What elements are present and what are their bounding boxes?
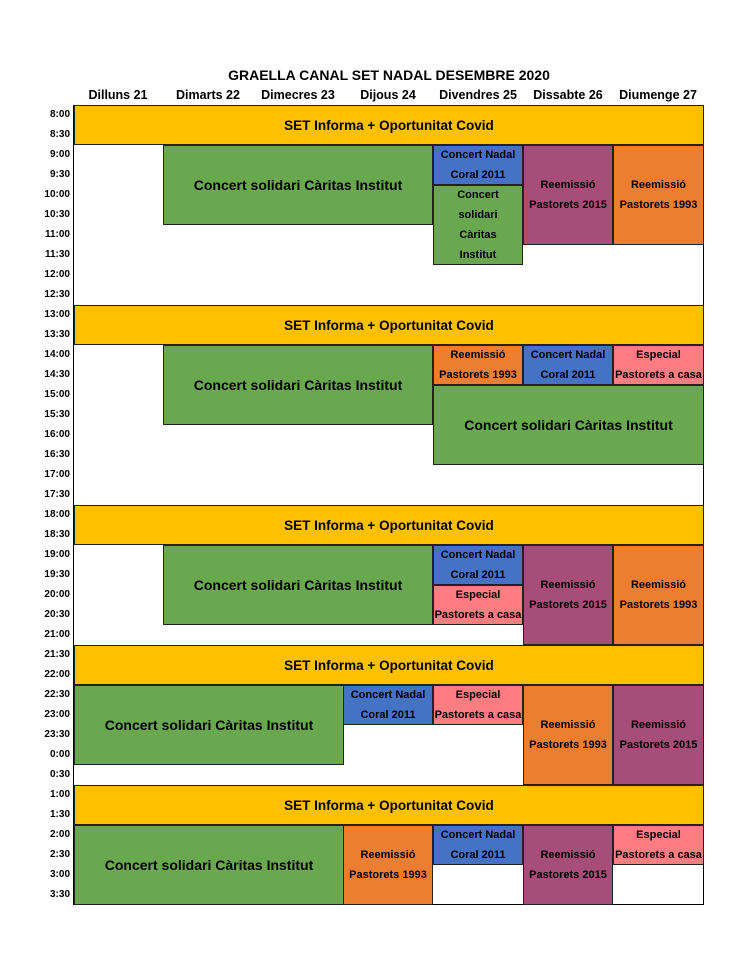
- program-caritas: Concert solidari Càritas Institut: [74, 685, 344, 765]
- program-pastorets-casa: Especial Pastorets a casa: [613, 345, 704, 385]
- time-label: 12:30: [44, 289, 70, 300]
- time-label: 8:00: [49, 109, 70, 120]
- schedule-title: GRAELLA CANAL SET NADAL DESEMBRE 2020: [228, 67, 550, 83]
- time-label: 21:30: [44, 649, 70, 660]
- time-label: 3:30: [49, 889, 70, 900]
- program-pastorets-1993: Reemissió Pastorets 1993: [433, 345, 523, 385]
- day-header-friday: Divendres 25: [439, 88, 517, 102]
- time-label: 19:30: [44, 569, 70, 580]
- time-label: 9:30: [49, 169, 70, 180]
- time-label: 1:00: [49, 789, 70, 800]
- time-label: 18:00: [44, 509, 70, 520]
- time-label: 13:30: [44, 329, 70, 340]
- day-header-wednesday: Dimecres 23: [261, 88, 335, 102]
- time-label: 13:00: [44, 309, 70, 320]
- program-coral: Concert Nadal Coral 2011: [343, 685, 433, 725]
- time-label: 14:30: [44, 369, 70, 380]
- program-pastorets-1993: Reemissió Pastorets 1993: [523, 685, 613, 785]
- time-label: 10:00: [44, 189, 70, 200]
- program-coral: Concert Nadal Coral 2011: [433, 545, 523, 585]
- time-label: 20:00: [44, 589, 70, 600]
- time-label: 10:30: [44, 209, 70, 220]
- program-set-informa: SET Informa + Oportunitat Covid: [74, 645, 704, 685]
- time-label: 23:00: [44, 709, 70, 720]
- program-pastorets-1993: Reemissió Pastorets 1993: [343, 825, 433, 905]
- time-label: 12:00: [44, 269, 70, 280]
- program-caritas: Concert solidari Càritas Institut: [74, 825, 344, 905]
- program-caritas: Concert solidari Càritas Institut: [163, 145, 433, 225]
- time-label: 16:00: [44, 429, 70, 440]
- program-pastorets-casa: Especial Pastorets a casa: [433, 585, 523, 625]
- program-pastorets-1993: Reemissió Pastorets 1993: [613, 545, 704, 645]
- time-label: 11:30: [44, 249, 70, 260]
- time-label: 8:30: [49, 129, 70, 140]
- program-pastorets-casa: Especial Pastorets a casa: [433, 685, 523, 725]
- time-label: 15:00: [44, 389, 70, 400]
- program-pastorets-1993: Reemissió Pastorets 1993: [613, 145, 704, 245]
- program-caritas: Concert solidari Càritas Institut: [163, 345, 433, 425]
- time-label: 23:30: [44, 729, 70, 740]
- program-coral: Concert Nadal Coral 2011: [433, 825, 523, 865]
- day-header-tuesday: Dimarts 22: [176, 88, 240, 102]
- time-label: 15:30: [44, 409, 70, 420]
- time-label: 17:00: [44, 469, 70, 480]
- program-pastorets-2015: Reemissió Pastorets 2015: [523, 145, 613, 245]
- program-pastorets-casa: Especial Pastorets a casa: [613, 825, 704, 865]
- day-header-monday: Dilluns 21: [88, 88, 148, 102]
- day-header-saturday: Dissabte 26: [533, 88, 603, 102]
- time-label: 2:00: [49, 829, 70, 840]
- program-pastorets-2015: Reemissió Pastorets 2015: [523, 545, 613, 645]
- program-caritas: Concert solidari Càritas Institut: [433, 185, 523, 265]
- program-set-informa: SET Informa + Oportunitat Covid: [74, 105, 704, 145]
- time-label: 1:30: [49, 809, 70, 820]
- time-label: 14:00: [44, 349, 70, 360]
- time-label: 11:00: [44, 229, 70, 240]
- time-label: 2:30: [49, 849, 70, 860]
- day-header-sunday: Diumenge 27: [619, 88, 697, 102]
- program-set-informa: SET Informa + Oportunitat Covid: [74, 785, 704, 825]
- program-set-informa: SET Informa + Oportunitat Covid: [74, 305, 704, 345]
- program-coral: Concert Nadal Coral 2011: [523, 345, 613, 385]
- program-caritas: Concert solidari Càritas Institut: [163, 545, 433, 625]
- time-label: 19:00: [44, 549, 70, 560]
- program-caritas: Concert solidari Càritas Institut: [433, 385, 704, 465]
- day-header-thursday: Dijous 24: [360, 88, 416, 102]
- time-label: 22:30: [44, 689, 70, 700]
- time-label: 20:30: [44, 609, 70, 620]
- time-label: 3:00: [49, 869, 70, 880]
- time-label: 9:00: [49, 149, 70, 160]
- program-pastorets-2015: Reemissió Pastorets 2015: [613, 685, 704, 785]
- time-label: 0:00: [49, 749, 70, 760]
- time-label: 22:00: [44, 669, 70, 680]
- time-label: 0:30: [49, 769, 70, 780]
- time-label: 16:30: [44, 449, 70, 460]
- time-label: 17:30: [44, 489, 70, 500]
- time-label: 21:00: [44, 629, 70, 640]
- program-set-informa: SET Informa + Oportunitat Covid: [74, 505, 704, 545]
- time-label: 18:30: [44, 529, 70, 540]
- program-pastorets-2015: Reemissió Pastorets 2015: [523, 825, 613, 905]
- program-coral: Concert Nadal Coral 2011: [433, 145, 523, 185]
